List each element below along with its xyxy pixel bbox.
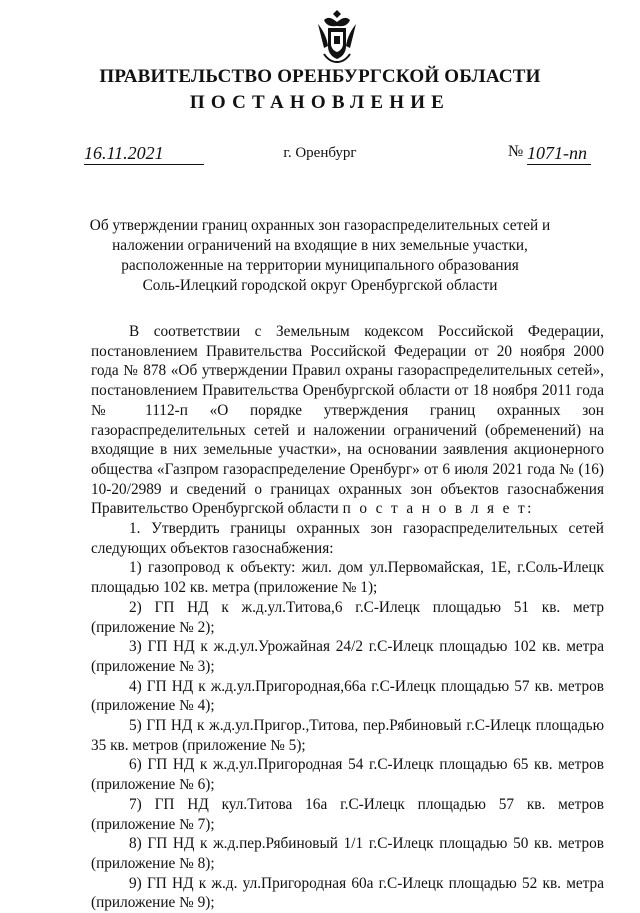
title-line: Соль-Илецкий городской округ Оренбургской области [142,277,498,294]
object-item: 4) ГП НД к ж.д.ул.Пригородная,66а г.С-Илецк площадью 57 кв. метров (приложение № 4); [91,677,604,715]
title-line: наложении ограничений на входящие в них земельные участки, [112,237,528,254]
document-type: ПОСТАНОВЛЕНИЕ [189,92,451,113]
object-item: 8) ГП НД к ж.д.пер.Рябиновый 1/1 г.С-Илецк площадью 50 кв. метров (приложение № 8); [91,835,604,872]
resolves-text: п о с т а н о в л я е т: [342,500,534,518]
document-body [91,322,604,913]
object-item: 2) ГП НД к ж.д.ул.Титова,6 г.С-Илецк площадью 51 кв. метр (приложение № 2); [91,598,604,636]
preamble-text: В соответствии с Земельным кодексом Российской Федерации, постановлением Правительства Российской Федерации от 20 ноября 2000 года № 878 «Об утверждении Правил охраны газораспределительных сетей», постановлением Правительства Оренбургской области от 18 ноября 2011 года № 1112-п «О порядке утверждения границ охранных зон газораспределительных сетей и наложении ограничений (обременений) на входящие в них земельные участки», на основании заявления акционерного общества «Газпром газораспределение Оренбург» от 6 июля 2021 года № (16) 10-20/2989 и сведений о границах охранных зон объектов газоснабжения Правительство Оренбургской области [91,323,604,518]
document-number: 1071-пп [527,142,591,165]
title-line: Об утверждении границ охранных зон газораспределительных сетей и [89,217,551,234]
object-item: 7) ГП НД кул.Титова 16а г.С-Илецк площадью 57 кв. метров (приложение № 7); [91,795,604,833]
government-name: ПРАВИТЕЛЬСТВО ОРЕНБУРГСКОЙ ОБЛАСТИ [99,66,541,87]
preamble-paragraph [91,322,604,519]
document-date: 16.11.2021 [84,142,204,165]
title-line: расположенные на территории муниципального образования [121,257,519,274]
object-item: 5) ГП НД к ж.д.ул.Пригор.,Титова, пер.Рябиновый г.С-Илецк площадью 35 кв. метров (приложение № 5); [91,717,604,754]
document-city: г. Оренбург [283,145,357,161]
date-number-row [0,142,640,172]
object-item: 6) ГП НД к ж.д.ул.Пригородная 54 г.С-Илецк площадью 65 кв. метров (приложение № 6); [91,756,604,794]
object-item: 1) газопровод к объекту: жил. дом ул.Первомайская, 1Е, г.Соль-Илецк площадью 102 кв. метра (приложение № 1); [91,559,604,597]
document-title [80,216,560,296]
coat-of-arms-icon [316,8,358,64]
item-1: 1. Утвердить границы охранных зон газораспределительных сетей следующих объектов газоснабжения: [91,520,604,557]
object-item: 3) ГП НД к ж.д.ул.Урожайная 24/2 г.С-Илецк площадью 102 кв. метра (приложение № 3); [91,638,604,675]
number-label: № [508,143,524,160]
object-item: 9) ГП НД к ж.д. ул.Пригородная 60а г.С-Илецк площадью 52 кв. метра (приложение № 9); [91,874,604,912]
